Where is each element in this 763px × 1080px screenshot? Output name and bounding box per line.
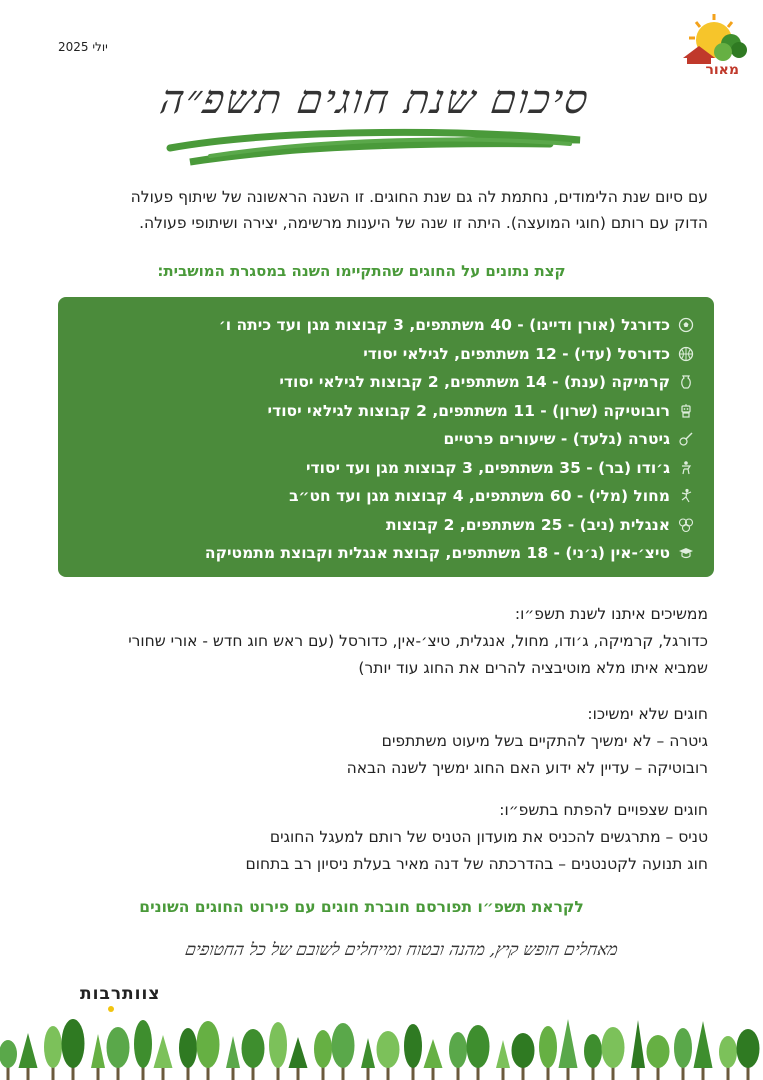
expected-heading: חוגים שצפויים להפתח בתשפ״ו:: [499, 801, 708, 819]
tree-trunk: [547, 1066, 550, 1080]
tree-trunk: [367, 1066, 370, 1080]
tree-trunk: [657, 1066, 660, 1080]
club-text: גיטרה (גלעד) - שיעורים פרטיים: [443, 430, 670, 449]
intro-paragraph: [55, 184, 708, 236]
dancer-icon: [678, 488, 694, 504]
club-item: [78, 368, 694, 397]
tree-trunk: [27, 1066, 30, 1080]
tree-trunk: [187, 1066, 190, 1080]
tree-crown: [62, 1019, 85, 1068]
continuing-heading: ממשיכים איתנו לשנת תשפ״ו:: [514, 605, 708, 623]
graduation-cap-icon: [678, 545, 694, 561]
tree-trunk: [567, 1066, 570, 1080]
tree-trunk: [252, 1066, 255, 1080]
tree-trunk: [207, 1066, 210, 1080]
guitar-icon: [678, 431, 694, 447]
tree-crown: [44, 1026, 62, 1068]
club-item: [78, 511, 694, 540]
club-text: טיצ׳-אין (ג׳ני) - 18 משתתפים, קבוצת אנגלית וקבוצת מתמטיקה: [204, 544, 670, 563]
tree-crown: [647, 1035, 670, 1068]
club-item: [78, 425, 694, 454]
tree-trunk: [682, 1066, 685, 1080]
data-heading: קצת נתונים על החוגים שהתקיימו השנה במסגרת המושבית:: [157, 262, 566, 280]
tree-trunk: [52, 1066, 55, 1080]
tree-crown: [377, 1031, 400, 1068]
english-letters-icon: [678, 517, 694, 533]
club-item: [78, 539, 694, 568]
closing-wishes: מאחלים חופש קיץ, מהנה ובטוח ומייחלים לשובם של כל החטופים: [183, 940, 620, 960]
clubs-list: [78, 311, 694, 568]
tree-crown: [91, 1034, 105, 1068]
logo-text: מאור: [705, 62, 739, 78]
tree-crown: [242, 1029, 265, 1068]
robot-icon: [678, 403, 694, 419]
tree-crown: [674, 1028, 692, 1068]
tree-trunk: [117, 1066, 120, 1080]
tree-crown: [631, 1020, 645, 1068]
culture-team-logo: צוותרבות: [80, 984, 161, 1004]
continuing-section: [50, 601, 708, 682]
tree-trunk: [322, 1066, 325, 1080]
tree-crown: [289, 1037, 308, 1068]
tree-crown: [0, 1040, 17, 1068]
continuing-line-1: כדורגל, קרמיקה, ג׳ודו, מחול, אנגלית, טיצ׳-אין, כדורסל (עם ראש חוג חדש - אורי שחורי: [128, 632, 708, 650]
club-item: [78, 340, 694, 369]
tree-trunk: [747, 1066, 750, 1080]
tree-trunk: [72, 1066, 75, 1080]
tree-trunk: [162, 1066, 165, 1080]
club-text: ג׳ודו (בר) - 35 משתתפים, 3 קבוצות מגן ועד יסודי: [305, 458, 670, 477]
discontinued-line-2: רובוטיקה – עדיין לא ידוע האם החוג ימשיך לשנה הבאה: [346, 759, 708, 777]
expected-line-1: טניס – מתרגשים להכניס את מועדון הטניס של רותם למעגל החוגים: [269, 828, 708, 846]
tree-crown: [512, 1033, 535, 1068]
club-text: כדורגל (אורן ודייגו) - 40 משתתפים, 3 קבוצות מגן ועד כיתה ו׳: [218, 316, 670, 335]
club-text: רובוטיקה (שרון) - 11 משתתפים, 2 קבוצות לגילאי יסודי: [267, 401, 670, 420]
tree-crown: [539, 1026, 557, 1068]
club-item: [78, 311, 694, 340]
intro-line-2: הדוק עם רותם (חוגי המועצה). היתה זו שנה של היענות מרשימה, יצירה ושיתופי פעולה.: [139, 214, 708, 232]
tree-trunk: [142, 1066, 145, 1080]
club-item: [78, 482, 694, 511]
clubs-data-box: [58, 297, 714, 577]
tree-crown: [314, 1030, 332, 1068]
tree-trunk: [342, 1066, 345, 1080]
tree-crown: [496, 1040, 510, 1068]
expected-line-2: חוג תנועה לקטנטנים – בהדרכתה של דנה מאיר בעלת ניסיון רב בתחום: [245, 855, 708, 873]
title-underline-swoosh: [150, 128, 600, 168]
tree-trunk: [592, 1066, 595, 1080]
judo-icon: [678, 460, 694, 476]
discontinued-section: [50, 701, 708, 782]
tree-crown: [694, 1021, 713, 1068]
tree-trunk: [702, 1066, 705, 1080]
basketball-icon: [678, 346, 694, 362]
soccer-ball-icon: [678, 317, 694, 333]
club-text: אנגלית (ניב) - 25 משתתפים, 2 קבוצות: [386, 515, 670, 534]
intro-line-1: עם סיום שנת הלימודים, נחתמת לה גם שנת החוגים. זו השנה הראשונה של שיתוף פעולה: [130, 188, 708, 206]
tree-crown: [269, 1022, 287, 1068]
tree-trunk: [232, 1066, 235, 1080]
tree-trunk: [7, 1066, 10, 1080]
tree-trunk: [432, 1066, 435, 1080]
discontinued-line-1: גיטרה – לא ימשיך להתקיים בשל מיעוט משתתפים: [381, 732, 708, 750]
document-date: יולי 2025: [58, 40, 108, 54]
club-text: כדורסל (עדי) - 12 משתתפים, לגילאי יסודי: [363, 344, 670, 363]
tree-trunk: [612, 1066, 615, 1080]
tree-crown: [737, 1029, 760, 1068]
tree-trunk: [522, 1066, 525, 1080]
tree-crown: [424, 1039, 443, 1068]
tree-trunk: [387, 1066, 390, 1080]
club-item: [78, 454, 694, 483]
tree-crown: [179, 1028, 197, 1068]
tree-trunk: [637, 1066, 640, 1080]
tree-crown: [361, 1038, 375, 1068]
tree-crown: [107, 1027, 130, 1068]
tree-crown: [332, 1023, 355, 1068]
tree-crown: [719, 1036, 737, 1068]
continuing-line-2: שמביא איתו מלא מוטיבציה להרים את החוג עוד יותר): [358, 659, 708, 677]
trees-border-illustration: [0, 1010, 763, 1080]
tree-crown: [467, 1025, 490, 1068]
tree-crown: [559, 1019, 578, 1068]
tree-crown: [19, 1033, 38, 1068]
tree-crown: [154, 1035, 173, 1068]
tree-crown: [134, 1020, 152, 1068]
tree-crown: [197, 1021, 220, 1068]
tree-trunk: [97, 1066, 100, 1080]
expected-section: [50, 797, 708, 878]
tree-crown: [449, 1032, 467, 1068]
tree-trunk: [457, 1066, 460, 1080]
pottery-vase-icon: [678, 374, 694, 390]
club-text: מחול (מלי) - 60 משתתפים, 4 קבוצות מגן ועד חט״ב: [289, 487, 670, 506]
tree-trunk: [477, 1066, 480, 1080]
club-item: [78, 397, 694, 426]
tree-crown: [404, 1024, 422, 1068]
tree-crown: [584, 1034, 602, 1068]
title-block: [150, 58, 600, 168]
page-title: סיכום שנת חוגים תשפ״ה: [157, 77, 593, 123]
tree-crown: [226, 1036, 240, 1068]
tree-trunk: [412, 1066, 415, 1080]
tree-crown: [602, 1027, 625, 1068]
booklet-announcement: לקראת תשפ״ו תפורסם חוברת חוגים עם פירוט החוגים השונים: [139, 898, 584, 916]
tree-trunk: [277, 1066, 280, 1080]
tree-trunk: [297, 1066, 300, 1080]
discontinued-heading: חוגים שלא ימשיכו:: [587, 705, 708, 723]
tree-trunk: [727, 1066, 730, 1080]
club-text: קרמיקה (ענת) - 14 משתתפים, 2 קבוצות לגילאי יסודי: [279, 373, 670, 392]
tree-trunk: [502, 1066, 505, 1080]
